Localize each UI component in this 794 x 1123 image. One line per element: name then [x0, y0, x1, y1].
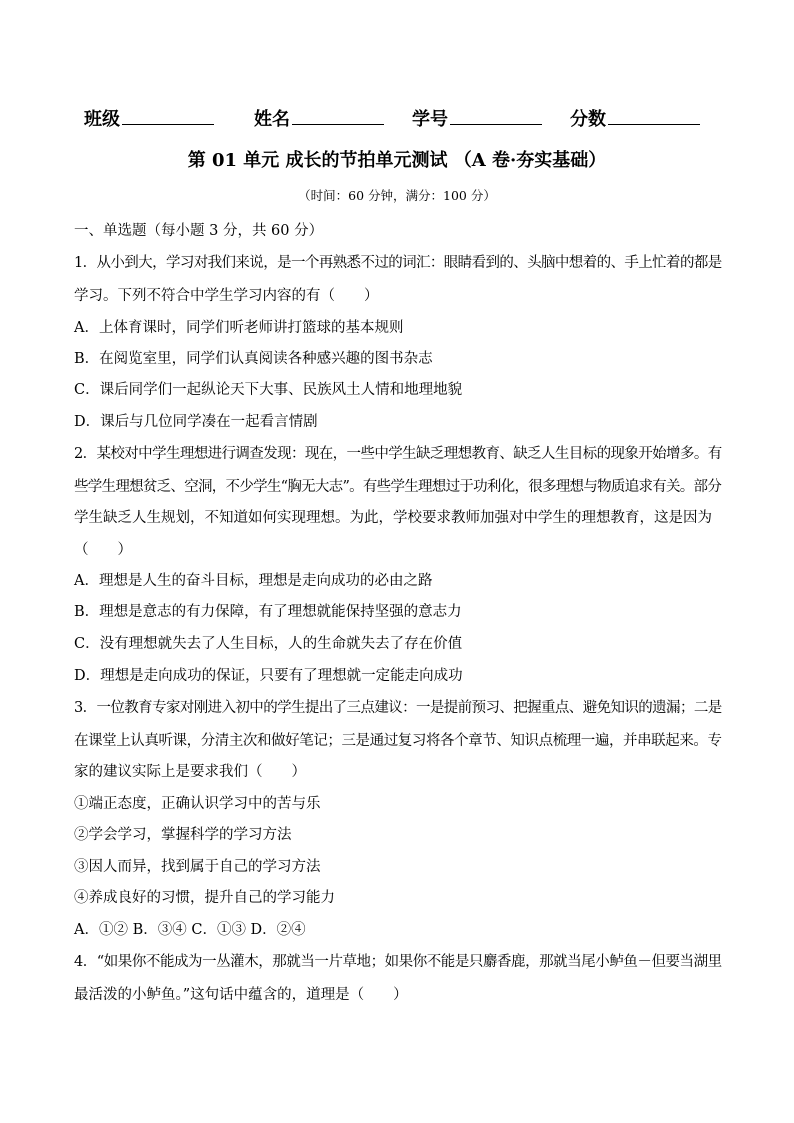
score-field — [570, 104, 700, 131]
q3-item-2: ②学会学习，掌握科学的学习方法 — [74, 827, 292, 843]
class-label: 班级 — [84, 109, 120, 130]
class-blank[interactable] — [122, 104, 214, 125]
q1-option-c[interactable]: C．课后同学们一起纵论天下大事、民族风土人情和地理地貌 — [74, 382, 463, 398]
id-label: 学号 — [412, 109, 448, 130]
q3-line-3: 家的建议实际上是要求我们（ ） — [74, 764, 306, 780]
exam-subtitle: （时间：60 分钟，满分：100 分） — [298, 188, 496, 203]
q2-option-c[interactable]: C．没有理想就失去了人生目标，人的生命就失去了存在价值 — [74, 636, 463, 652]
q1-line-2: 学习。下列不符合中学生学习内容的有（ ） — [74, 288, 379, 304]
q1-option-a[interactable]: A．上体育课时，同学们听老师讲打篮球的基本规则 — [74, 320, 404, 336]
exam-title: 第 01 单元 成长的节拍单元测试 （A 卷·夯实基础） — [187, 150, 607, 171]
student-info-row — [0, 104, 794, 130]
q2-line-1: 2．某校对中学生理想进行调查发现：现在，一些中学生缺乏理想教育、缺乏人生目标的现象开始增多。有 — [74, 446, 722, 462]
q1-option-d[interactable]: D．课后与几位同学凑在一起看言情剧 — [74, 414, 318, 430]
q3-answer-options[interactable]: A．①② B．③④ C．①③ D．②④ — [74, 922, 306, 938]
q1-option-b[interactable]: B．在阅览室里，同学们认真阅读各种感兴趣的图书杂志 — [74, 351, 433, 367]
q2-option-b[interactable]: B．理想是意志的有力保障，有了理想就能保持坚强的意志力 — [74, 604, 462, 620]
q2-option-d[interactable]: D．理想是走向成功的保证，只要有了理想就一定能走向成功 — [74, 668, 463, 684]
q3-item-1: ①端正态度，正确认识学习中的苦与乐 — [74, 796, 321, 812]
id-field — [412, 104, 542, 131]
name-label: 姓名 — [254, 109, 290, 130]
class-field — [84, 104, 214, 131]
q1-line-1: 1．从小到大，学习对我们来说，是一个再熟悉不过的词汇：眼睛看到的、头脑中想着的、手上忙着的都是 — [74, 255, 722, 271]
q2-line-4: （ ） — [74, 542, 132, 558]
q2-option-a[interactable]: A．理想是人生的奋斗目标，理想是走向成功的必由之路 — [74, 573, 433, 589]
q3-item-4: ④养成良好的习惯，提升自己的学习能力 — [74, 890, 335, 906]
section-heading: 一、单选题（每小题 3 分，共 60 分） — [74, 223, 324, 239]
q2-line-2: 些学生理想贫乏、空洞，不少学生“胸无大志”。有些学生理想过于功利化，很多理想与物质追求有关。部分 — [74, 479, 722, 495]
name-blank[interactable] — [292, 104, 384, 125]
q3-item-3: ③因人而异，找到属于自己的学习方法 — [74, 859, 321, 875]
q3-line-1: 3．一位教育专家对刚进入初中的学生提出了三点建议：一是提前预习、把握重点、避免知识的遗漏；二是 — [74, 700, 722, 716]
q4-line-2: 最活泼的小鲈鱼。”这句话中蕴含的，道理是（ ） — [74, 987, 408, 1003]
q4-line-1: 4．“如果你不能成为一丛灌木，那就当一片草地；如果你不能是只麝香鹿，那就当尾小鲈鱼－但要当湖里 — [74, 954, 722, 970]
name-field — [254, 104, 384, 131]
q2-line-3: 学生缺乏人生规划，不知道如何实现理想。为此，学校要求教师加强对中学生的理想教育，这是因为 — [74, 510, 712, 526]
id-blank[interactable] — [450, 104, 542, 125]
score-label: 分数 — [570, 109, 606, 130]
q3-line-2: 在课堂上认真听课，分清主次和做好笔记；三是通过复习将各个章节、知识点梳理一遍，并串联起来。专 — [74, 733, 722, 749]
score-blank[interactable] — [608, 104, 700, 125]
